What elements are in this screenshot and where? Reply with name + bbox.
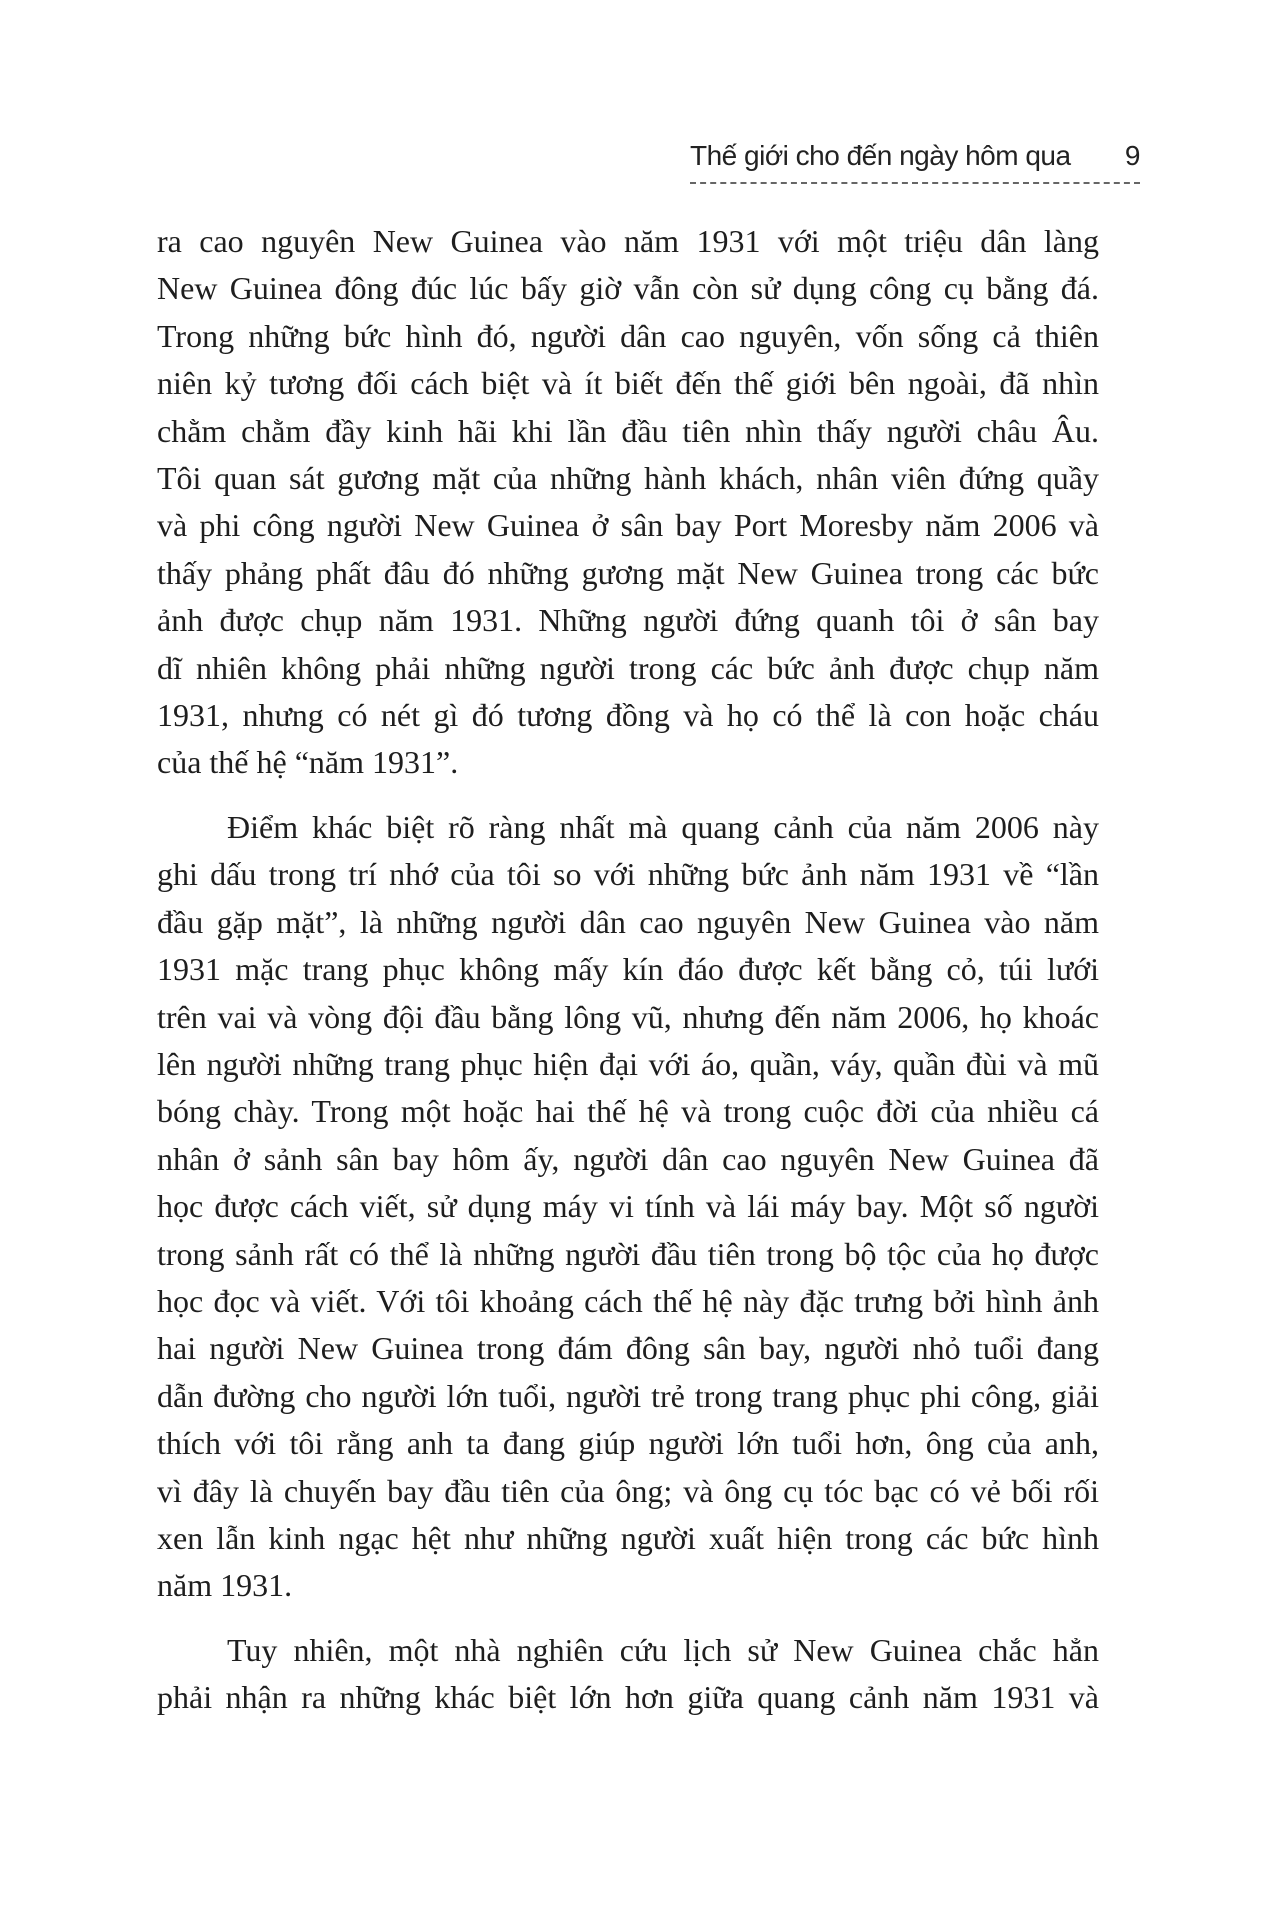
text-line: xen lẫn kinh ngạc hệt như những người xuất hiện trong các bức hình	[157, 1519, 1099, 1556]
running-header	[690, 140, 1140, 172]
text-line: thích với tôi rằng anh ta đang giúp người lớn tuổi hơn, ông của anh,	[157, 1425, 1099, 1462]
text-line: của thế hệ “năm 1931”.	[157, 744, 459, 781]
text-line: năm 1931.	[157, 1567, 293, 1604]
text-line: thấy phảng phất đâu đó những gương mặt New Guinea trong các bức	[157, 554, 1099, 591]
text-line: New Guinea đông đúc lúc bấy giờ vẫn còn sử dụng công cụ bằng đá.	[157, 270, 1099, 307]
paragraph-2	[157, 804, 1099, 1610]
body-text	[157, 218, 1099, 1722]
text-line: Tuy nhiên, một nhà nghiên cứu lịch sử New Guinea chắc hẳn	[227, 1631, 1099, 1668]
text-line: ra cao nguyên New Guinea vào năm 1931 với một triệu dân làng	[157, 223, 1099, 259]
text-line: phải nhận ra những khác biệt lớn hơn giữa quang cảnh năm 1931 và	[157, 1679, 1099, 1716]
text-line: dĩ nhiên không phải những người trong các bức ảnh được chụp năm	[157, 649, 1099, 686]
paragraph-1	[157, 218, 1099, 787]
text-line: Trong những bức hình đó, người dân cao nguyên, vốn sống cả thiên	[157, 317, 1099, 354]
text-line: vì đây là chuyến bay đầu tiên của ông; và ông cụ tóc bạc có vẻ bối rối	[157, 1472, 1099, 1509]
text-line: và phi công người New Guinea ở sân bay Port Moresby năm 2006 và	[157, 507, 1099, 544]
text-line: ghi dấu trong trí nhớ của tôi so với những bức ảnh năm 1931 về “lần	[157, 856, 1099, 893]
text-line: lên người những trang phục hiện đại với áo, quần, váy, quần đùi và mũ	[157, 1045, 1099, 1082]
text-line: trên vai và vòng đội đầu bằng lông vũ, nhưng đến năm 2006, họ khoác	[157, 998, 1099, 1035]
text-line: trong sảnh rất có thể là những người đầu tiên trong bộ tộc của họ được	[157, 1235, 1099, 1272]
text-line: đầu gặp mặt”, là những người dân cao nguyên New Guinea vào năm	[157, 903, 1099, 940]
paragraph-gap	[157, 1610, 1099, 1627]
running-header-title: Thế giới cho đến ngày hôm qua	[690, 140, 1071, 171]
text-line: nhân ở sảnh sân bay hôm ấy, người dân cao nguyên New Guinea đã	[157, 1140, 1099, 1177]
text-line: học được cách viết, sử dụng máy vi tính và lái máy bay. Một số người	[157, 1188, 1099, 1225]
text-line: hai người New Guinea trong đám đông sân bay, người nhỏ tuổi đang	[157, 1330, 1099, 1367]
text-line: Tôi quan sát gương mặt của những hành khách, nhân viên đứng quầy	[157, 460, 1099, 497]
text-line: dẫn đường cho người lớn tuổi, người trẻ trong trang phục phi công, giải	[157, 1377, 1099, 1414]
text-line: Điểm khác biệt rõ ràng nhất mà quang cảnh của năm 2006 này	[227, 808, 1099, 845]
page-number: 9	[1124, 140, 1140, 171]
text-line: 1931, nhưng có nét gì đó tương đồng và họ có thể là con hoặc cháu	[157, 697, 1099, 734]
text-line: ảnh được chụp năm 1931. Những người đứng quanh tôi ở sân bay	[157, 602, 1099, 639]
paragraph-3	[157, 1627, 1099, 1722]
paragraph-gap	[157, 787, 1099, 804]
header-divider	[690, 182, 1140, 184]
text-line: niên kỷ tương đối cách biệt và ít biết đến thế giới bên ngoài, đã nhìn	[157, 365, 1099, 402]
text-line: 1931 mặc trang phục không mấy kín đáo được kết bằng cỏ, túi lưới	[157, 951, 1099, 988]
text-line: chằm chằm đầy kinh hãi khi lần đầu tiên nhìn thấy người châu Âu.	[157, 412, 1099, 449]
text-line: học đọc và viết. Với tôi khoảng cách thế hệ này đặc trưng bởi hình ảnh	[157, 1282, 1099, 1319]
text-line: bóng chày. Trong một hoặc hai thế hệ và trong cuộc đời của nhiều cá	[157, 1093, 1099, 1130]
